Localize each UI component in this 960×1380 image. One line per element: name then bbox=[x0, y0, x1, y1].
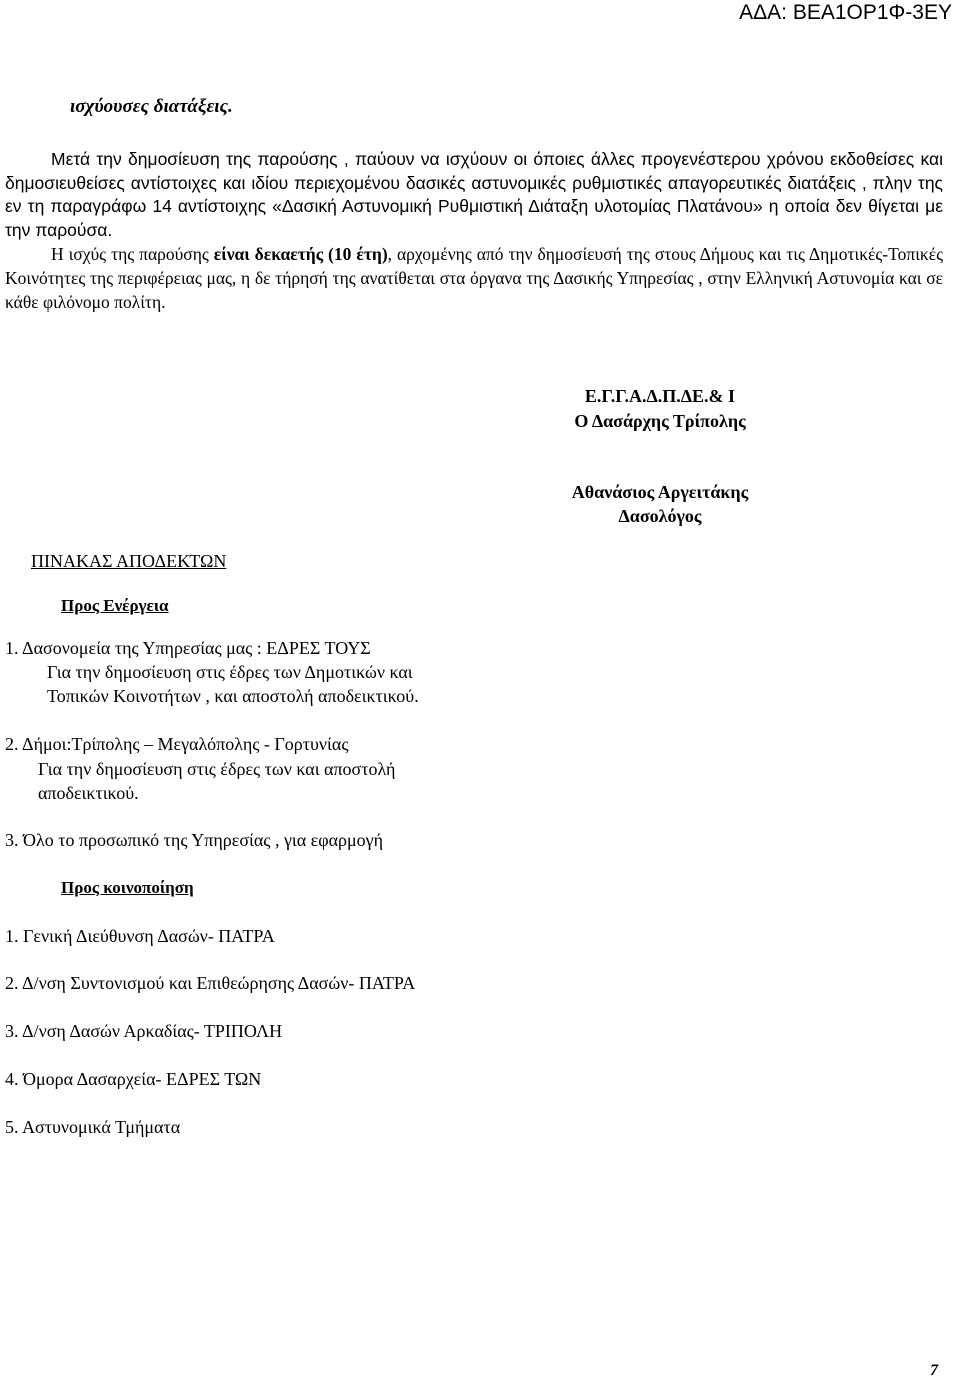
paragraph-validity-post: , αρχομένης από την δημοσίευσή της στους Δήμους και τις Δημοτικές-Τοπικές Κοινότητες της περιφέρειας μας, η δε τήρησή της ανατίθεται στα όργανα της Δασικής Υπηρεσίας , στην Ελληνική Αστυνομία και σε κάθε φιλόνομο πολίτη. bbox=[5, 244, 943, 312]
signature-org: Ε.Γ.Γ.Α.Δ.Π.ΔΕ.& Ι bbox=[584, 386, 736, 406]
paragraph-repeal-text: Μετά την δημοσίευση της παρούσης , παύουν να ισχύουν οι όποιες άλλες προγενέστερου χρόνου εκδοθείσες και δημοσιευθείσες αντίστοιχες και ιδίου περιεχομένου δασικές αστυνομικές ρυθμιστικές απαγορευτικές διατάξεις , πλην της εν τη παραγράφω 14 αντίστοιχης «Δασική Αστυνομική Ρυθμιστική Διάταξη υλοτομίας Πλατάνου» η οποία δεν θίγεται με την παρούσα. bbox=[5, 149, 943, 240]
info-item-2: 2. Δ/νση Συντονισμού και Επιθεώρησης Δασών- ΠΑΤΡΑ bbox=[5, 973, 416, 993]
section-heading: ισχύουσες διατάξεις. bbox=[70, 96, 233, 117]
action-item-3-line-1: 3. Όλο το προσωπικό της Υπηρεσίας , για εφαρμογή bbox=[5, 830, 384, 850]
signature-role: Ο Δασάρχης Τρίπολης bbox=[574, 411, 746, 431]
paragraph-validity-bold: είναι δεκαετής (10 έτη) bbox=[213, 244, 388, 264]
paragraph-validity-pre: Η ισχύς της παρούσης bbox=[51, 244, 214, 264]
paragraph-validity bbox=[5, 242, 943, 314]
signature-title: Δασολόγος bbox=[618, 506, 702, 526]
action-item-2-line-1: 2. Δήμοι:Τρίπολης – Μεγαλόπολης - Γορτυνίας bbox=[5, 734, 349, 754]
page-number: 7 bbox=[930, 1362, 938, 1379]
action-item-2-line-3: αποδεικτικού. bbox=[38, 783, 139, 803]
signature-name: Αθανάσιος Αργειτάκης bbox=[571, 482, 749, 502]
paragraph-repeal bbox=[5, 148, 943, 242]
action-heading: Προς Ενέργεια bbox=[61, 596, 169, 615]
ada-code: ΑΔΑ: ΒΕΑ1ΟΡ1Φ-3ΕΥ bbox=[739, 1, 952, 24]
recipients-table-title: ΠΙΝΑΚΑΣ ΑΠΟΔΕΚΤΩΝ bbox=[31, 551, 227, 571]
info-item-4: 4. Όμορα Δασαρχεία- ΕΔΡΕΣ ΤΩΝ bbox=[5, 1069, 262, 1089]
info-heading: Προς κοινοποίηση bbox=[61, 878, 194, 897]
action-item-1-line-3: Τοπικών Κοινοτήτων , και αποστολή αποδεικτικού. bbox=[47, 686, 419, 706]
action-item-1-line-1: 1. Δασονομεία της Υπηρεσίας μας : ΕΔΡΕΣ ΤΟΥΣ bbox=[5, 638, 371, 658]
action-item-1-line-2: Για την δημοσίευση στις έδρες των Δημοτικών και bbox=[47, 662, 413, 682]
info-item-1: 1. Γενική Διεύθυνση Δασών- ΠΑΤΡΑ bbox=[5, 926, 275, 946]
info-item-5: 5. Αστυνομικά Τμήματα bbox=[5, 1117, 181, 1137]
action-item-2-line-2: Για την δημοσίευση στις έδρες των και αποστολή bbox=[38, 759, 396, 779]
info-item-3: 3. Δ/νση Δασών Αρκαδίας- ΤΡΙΠΟΛΗ bbox=[5, 1021, 283, 1041]
